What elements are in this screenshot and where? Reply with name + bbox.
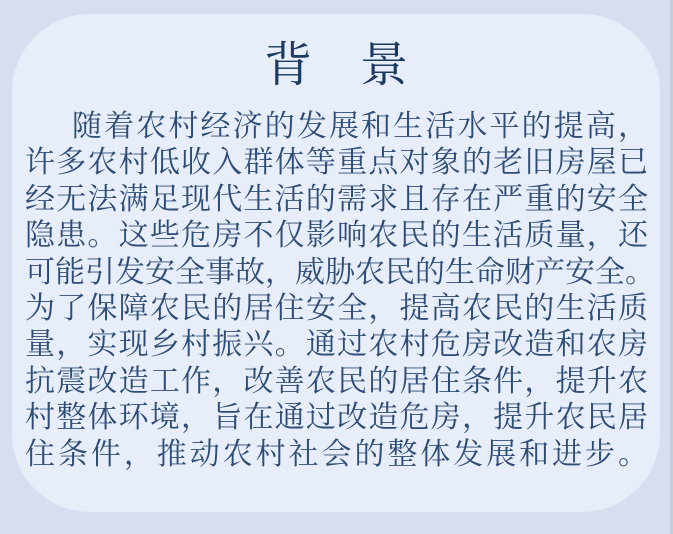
body-line: 隐患。这些危房不仅影响农民的生活质量，还 (25, 218, 648, 254)
body-line: 量，实现乡村振兴。通过农村危房改造和农房 (25, 327, 648, 363)
body-line: 为了保障农民的居住安全，提高农民的生活质 (25, 290, 648, 326)
body-line: 抗震改造工作，改善农民的居住条件，提升农 (25, 363, 648, 399)
body-line: 随着农村经济的发展和生活水平的提高， (72, 109, 648, 144)
body-line: 可能引发安全事故，威胁农民的生命财产安全。 (25, 254, 655, 290)
body-line: 经无法满足现代生活的需求且存在严重的安全 (25, 181, 648, 217)
body-line: 许多农村低收入群体等重点对象的老旧房屋已 (25, 145, 648, 181)
content-card (12, 14, 660, 512)
body-text (25, 109, 655, 473)
body-line: 住条件，推动农村社会的整体发展和进步。 (25, 436, 648, 472)
slide-title: 背 景 (263, 37, 408, 93)
body-line: 村整体环境，旨在通过改造危房，提升农民居 (25, 400, 648, 436)
